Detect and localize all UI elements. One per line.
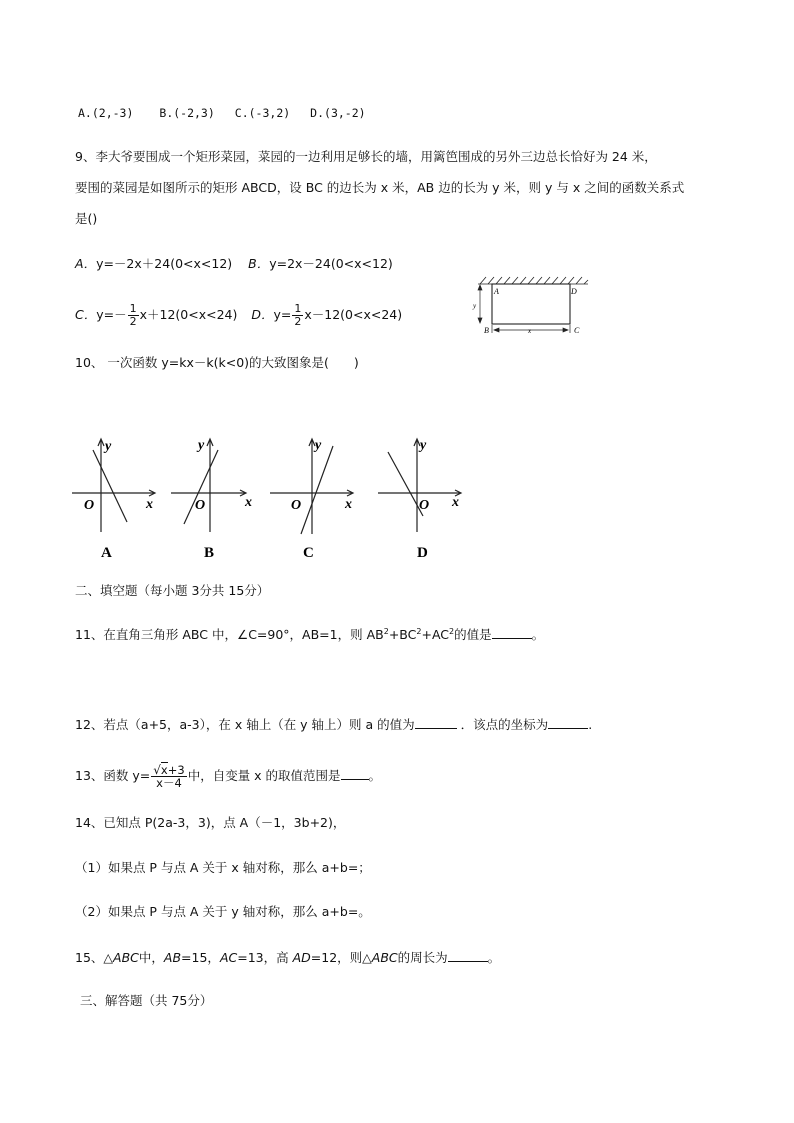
figure-label-a: A <box>494 287 499 296</box>
graph-b-x-label: x <box>245 495 252 510</box>
graph-c-caption: C <box>303 545 314 561</box>
figure-label-x: x <box>528 327 532 335</box>
graph-d-x-label: x <box>452 495 459 510</box>
graph-d-caption: D <box>417 545 428 561</box>
q14-line-3: （2）如果点 P 与点 A 关于 y 轴对称，那么 a+b=。 <box>75 904 371 919</box>
q9-options-ab <box>75 256 393 272</box>
q9-option-d-post: x－12(0<x<24) <box>304 307 403 322</box>
graph-a-caption: A <box>101 545 112 561</box>
garden-rectangle <box>492 284 570 324</box>
q8-options <box>78 105 366 121</box>
graph-c-x-label: x <box>345 497 352 512</box>
figure-label-y: y <box>473 302 477 310</box>
q13-answer-blank[interactable] <box>341 767 369 780</box>
q11-answer-blank[interactable] <box>492 626 532 639</box>
figure-label-c: C <box>574 326 580 335</box>
q9-option-c-post: x＋12(0<x<24) <box>139 307 238 322</box>
q9-letter-d: D． <box>251 307 274 322</box>
q13-fraction: $\frac{√x+3}{x-4}$ <box>153 763 185 790</box>
graph-a-origin-label: O <box>84 498 95 513</box>
q11-question: 11、在直角三角形 ABC 中，∠C=90°，AB=1，则 $AB^2+BC^2+AC^2$的值是 。 <box>75 626 545 642</box>
q14-line-1: 14、已知点 P(2a-3，3)，点 A（－1，3b+2)， <box>75 815 346 830</box>
figure-label-b: B <box>484 326 489 335</box>
graph-b-y-label: y <box>198 438 205 453</box>
graph-d-y-label: y <box>420 438 427 453</box>
q9-option-c-pre: y=－ <box>96 307 127 322</box>
q12-question: 12、若点（a+5，a-3），在 x 轴上（在 y 轴上）则 a 的值为 ．该点的坐标为 . <box>75 717 593 732</box>
q12-coordinate-blank[interactable] <box>548 716 588 729</box>
q9-line-3: 是() <box>75 211 98 226</box>
graph-c <box>270 439 353 534</box>
graph-b-caption: B <box>204 545 215 561</box>
graph-a-y-label: y <box>105 439 112 454</box>
q9-option-b: y=2x－24(0<x<12) <box>269 256 393 271</box>
graph-a <box>72 439 155 532</box>
q9-letter-b: B． <box>248 256 270 271</box>
q8-option-b: B.(-2,3) <box>159 106 215 120</box>
q14-line-2: （1）如果点 P 与点 A 关于 x 轴对称，那么 a+b=； <box>75 860 371 875</box>
graph-b <box>171 439 246 532</box>
q15-answer-blank[interactable] <box>448 949 488 962</box>
q9-option-c-fraction: $\frac{1}{2}$ <box>129 302 137 328</box>
q9-options-cd <box>75 303 402 328</box>
q9-option-d-pre: y= <box>273 307 292 322</box>
q9-option-a: y=－2x＋24(0<x<12) <box>96 256 233 271</box>
q15-question: 15、△ABC中，AB=15，AC=13，高 AD=12，则△ABC的周长为 。 <box>75 950 501 965</box>
q8-option-a: A.(2,-3) <box>78 106 134 120</box>
q9-garden-figure <box>470 275 590 337</box>
section-2-heading: 二、填空题（每小题 3分共 15分） <box>75 583 270 598</box>
q10-question: 10、 一次函数 y=kx－k(k<0)的大致图象是( ) <box>75 355 359 370</box>
q8-option-d: D.(3,-2) <box>310 106 366 120</box>
graph-c-origin-label: O <box>291 498 302 513</box>
graph-c-y-label: y <box>315 438 322 453</box>
graph-d-origin-label: O <box>419 498 430 513</box>
wall-hatching <box>478 277 588 284</box>
q10-graphs <box>68 432 468 564</box>
graph-a-x-label: x <box>146 497 153 512</box>
graph-b-origin-label: O <box>195 498 206 513</box>
figure-label-d: D <box>571 287 577 296</box>
q9-letter-c: C． <box>75 307 97 322</box>
q9-line-1: 9、李大爷要围成一个矩形菜园，菜园的一边利用足够长的墙，用篱笆围成的另外三边总长恰好为 24 米， <box>75 149 657 164</box>
section-3-heading: 三、解答题（共 75分） <box>80 993 213 1008</box>
q8-option-c: C.(-3,2) <box>234 106 291 120</box>
q9-letter-a: A． <box>75 256 97 271</box>
q9-option-d-fraction: $\frac{1}{2}$ <box>294 302 302 328</box>
q13-question: 13、函数 y= $\frac{√x+3}{x-4}$ 中，自变量 x 的取值范围是 。 <box>75 763 382 790</box>
q9-line-2: 要围的菜园是如图所示的矩形 ABCD，设 BC 的边长为 x 米，AB 边的长为 y 米，则 y 与 x 之间的函数关系式 <box>75 180 685 195</box>
q12-a-blank[interactable] <box>415 716 457 729</box>
